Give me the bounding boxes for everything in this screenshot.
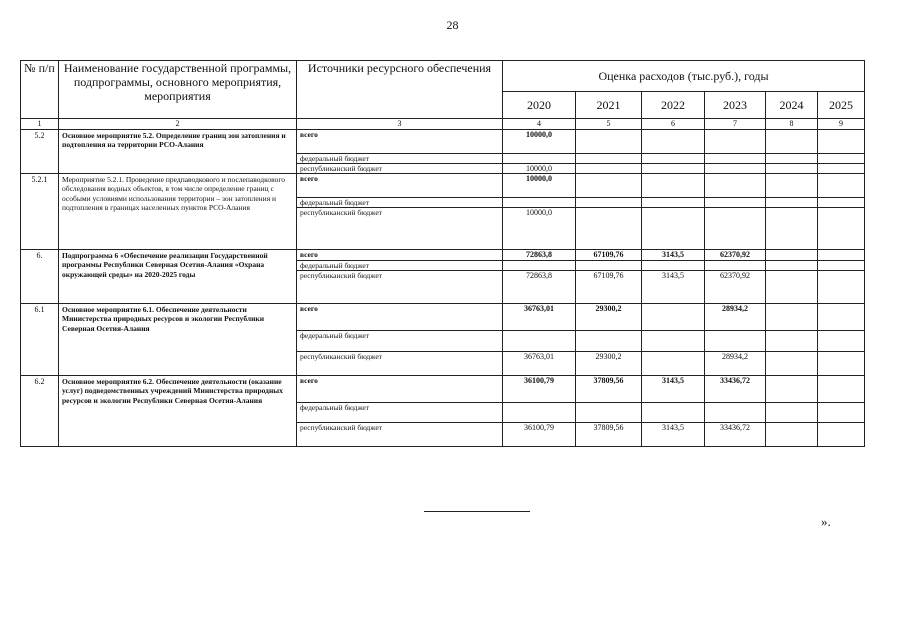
cost-value — [503, 261, 576, 271]
cost-value — [642, 174, 705, 198]
cost-value — [705, 208, 766, 250]
page-number: 28 — [446, 18, 459, 32]
cost-value: 10000,0 — [503, 164, 576, 174]
cost-value — [818, 154, 865, 164]
cost-value — [818, 208, 865, 250]
header-year: 2025 — [818, 92, 865, 119]
header-year: 2023 — [705, 92, 766, 119]
cost-value — [766, 271, 818, 304]
cost-value — [705, 331, 766, 352]
cost-value — [766, 208, 818, 250]
row-number: 6.2 — [21, 376, 59, 447]
closing-mark: ». — [821, 514, 831, 529]
cost-value: 36100,79 — [503, 376, 576, 403]
cost-value — [642, 352, 705, 376]
funding-source: федеральный бюджет — [297, 331, 503, 352]
row-number: 5.2.1 — [21, 174, 59, 250]
column-number: 7 — [705, 119, 766, 130]
column-number: 6 — [642, 119, 705, 130]
cost-value — [766, 154, 818, 164]
cost-value — [503, 403, 576, 423]
cost-value — [705, 130, 766, 154]
row-title: Основное мероприятие 6.2. Обеспечение деятельности (оказание услуг) подведомственных учреждений Министерства природных ресурсов и экологии Республики Северная Осетия-Алания — [59, 376, 297, 447]
cost-value: 10000,0 — [503, 208, 576, 250]
cost-value — [818, 403, 865, 423]
cost-value — [642, 331, 705, 352]
cost-value — [766, 403, 818, 423]
cost-value: 3143,5 — [642, 376, 705, 403]
cost-value — [705, 174, 766, 198]
header-year: 2021 — [576, 92, 642, 119]
funding-source: федеральный бюджет — [297, 403, 503, 423]
cost-value: 10000,0 — [503, 130, 576, 154]
cost-value: 3143,5 — [642, 271, 705, 304]
cost-value — [576, 208, 642, 250]
funding-source: всего — [297, 174, 503, 198]
funding-source: всего — [297, 304, 503, 331]
cost-value: 28934,2 — [705, 352, 766, 376]
header-year: 2020 — [503, 92, 576, 119]
cost-value: 33436,72 — [705, 376, 766, 403]
header-costs: Оценка расходов (тыс.руб.), годы — [503, 61, 865, 92]
column-number: 4 — [503, 119, 576, 130]
cost-value — [576, 174, 642, 198]
cost-value — [818, 304, 865, 331]
cost-value — [766, 164, 818, 174]
cost-value — [818, 376, 865, 403]
funding-source: всего — [297, 250, 503, 261]
cost-value — [766, 331, 818, 352]
column-number: 2 — [59, 119, 297, 130]
cost-value — [576, 331, 642, 352]
cost-value: 10000,0 — [503, 174, 576, 198]
funding-source: федеральный бюджет — [297, 261, 503, 271]
cost-value — [818, 331, 865, 352]
cost-value — [818, 130, 865, 154]
cost-value — [642, 208, 705, 250]
funding-source: республиканский бюджет — [297, 423, 503, 447]
cost-value — [818, 352, 865, 376]
header-name: Наименование государственной программы, подпрограммы, основного мероприятия, мероприятия — [59, 61, 297, 119]
cost-value — [766, 198, 818, 208]
cost-value — [705, 198, 766, 208]
table-row — [21, 250, 865, 261]
cost-value — [766, 304, 818, 331]
cost-value — [818, 174, 865, 198]
cost-value — [576, 130, 642, 154]
header-year: 2024 — [766, 92, 818, 119]
cost-value — [642, 304, 705, 331]
column-number: 5 — [576, 119, 642, 130]
funding-source: всего — [297, 130, 503, 154]
row-title: Подпрограмма 6 «Обеспечение реализации Государственной программы Республики Северная Осетия-Алания «Охрана окружающей среды» на 2020-2025 годы — [59, 250, 297, 304]
cost-value: 67109,76 — [576, 250, 642, 261]
row-number: 5.2 — [21, 130, 59, 174]
cost-value — [818, 164, 865, 174]
row-number: 6.1 — [21, 304, 59, 376]
funding-source: республиканский бюджет — [297, 352, 503, 376]
cost-value — [766, 376, 818, 403]
row-title: Мероприятие 5.2.1. Проведение предпаводкового и послепаводкового обследования водных объектов, в том числе определение границ с особыми условиями использования территории – зон затопления и подтопления в границах населенных пунктов РСО-Алания — [59, 174, 297, 250]
cost-value — [642, 130, 705, 154]
cost-value: 36763,01 — [503, 304, 576, 331]
cost-value: 72863,8 — [503, 271, 576, 304]
row-title: Основное мероприятие 5.2. Определение границ зон затопления и подтопления на территории РСО-Алания — [59, 130, 297, 174]
header-source: Источники ресурсного обеспечения — [297, 61, 503, 119]
cost-value: 67109,76 — [576, 271, 642, 304]
table-row — [21, 304, 865, 331]
cost-value — [576, 261, 642, 271]
cost-value — [576, 154, 642, 164]
cost-value — [766, 174, 818, 198]
cost-value — [766, 423, 818, 447]
cost-value — [642, 403, 705, 423]
header-year: 2022 — [642, 92, 705, 119]
cost-value — [766, 130, 818, 154]
column-number-row — [21, 119, 865, 130]
cost-value: 62370,92 — [705, 271, 766, 304]
cost-value — [705, 261, 766, 271]
cost-value — [642, 164, 705, 174]
cost-value — [705, 154, 766, 164]
column-number: 1 — [21, 119, 59, 130]
budget-table — [20, 60, 865, 447]
cost-value: 28934,2 — [705, 304, 766, 331]
column-number: 9 — [818, 119, 865, 130]
cost-value — [818, 423, 865, 447]
cost-value — [503, 154, 576, 164]
funding-source: федеральный бюджет — [297, 154, 503, 164]
cost-value — [766, 250, 818, 261]
column-number: 3 — [297, 119, 503, 130]
cost-value: 62370,92 — [705, 250, 766, 261]
table-row — [21, 376, 865, 403]
cost-value — [576, 403, 642, 423]
cost-value: 3143,5 — [642, 423, 705, 447]
cost-value — [766, 352, 818, 376]
funding-source: республиканский бюджет — [297, 271, 503, 304]
table-row — [21, 174, 865, 198]
cost-value: 29300,2 — [576, 304, 642, 331]
row-number: 6. — [21, 250, 59, 304]
header-num: № п/п — [21, 61, 59, 119]
cost-value — [818, 271, 865, 304]
cost-value: 72863,8 — [503, 250, 576, 261]
cost-value: 29300,2 — [576, 352, 642, 376]
funding-source: федеральный бюджет — [297, 198, 503, 208]
cost-value — [766, 261, 818, 271]
cost-value: 33436,72 — [705, 423, 766, 447]
cost-value — [576, 164, 642, 174]
cost-value: 37809,56 — [576, 376, 642, 403]
funding-source: республиканский бюджет — [297, 208, 503, 250]
cost-value — [705, 403, 766, 423]
cost-value — [576, 198, 642, 208]
cost-value — [642, 198, 705, 208]
separator-line — [424, 511, 530, 512]
cost-value: 37809,56 — [576, 423, 642, 447]
cost-value — [818, 198, 865, 208]
cost-value — [503, 331, 576, 352]
cost-value: 3143,5 — [642, 250, 705, 261]
cost-value — [503, 198, 576, 208]
cost-value — [642, 154, 705, 164]
cost-value — [642, 261, 705, 271]
cost-value — [705, 164, 766, 174]
row-title: Основное мероприятие 6.1. Обеспечение деятельности Министерства природных ресурсов и экологии Республики Северная Осетия-Алания — [59, 304, 297, 376]
column-number: 8 — [766, 119, 818, 130]
cost-value — [818, 261, 865, 271]
funding-source: всего — [297, 376, 503, 403]
cost-value: 36763,01 — [503, 352, 576, 376]
funding-source: республиканский бюджет — [297, 164, 503, 174]
cost-value: 36100,79 — [503, 423, 576, 447]
table-row — [21, 130, 865, 154]
cost-value — [818, 250, 865, 261]
